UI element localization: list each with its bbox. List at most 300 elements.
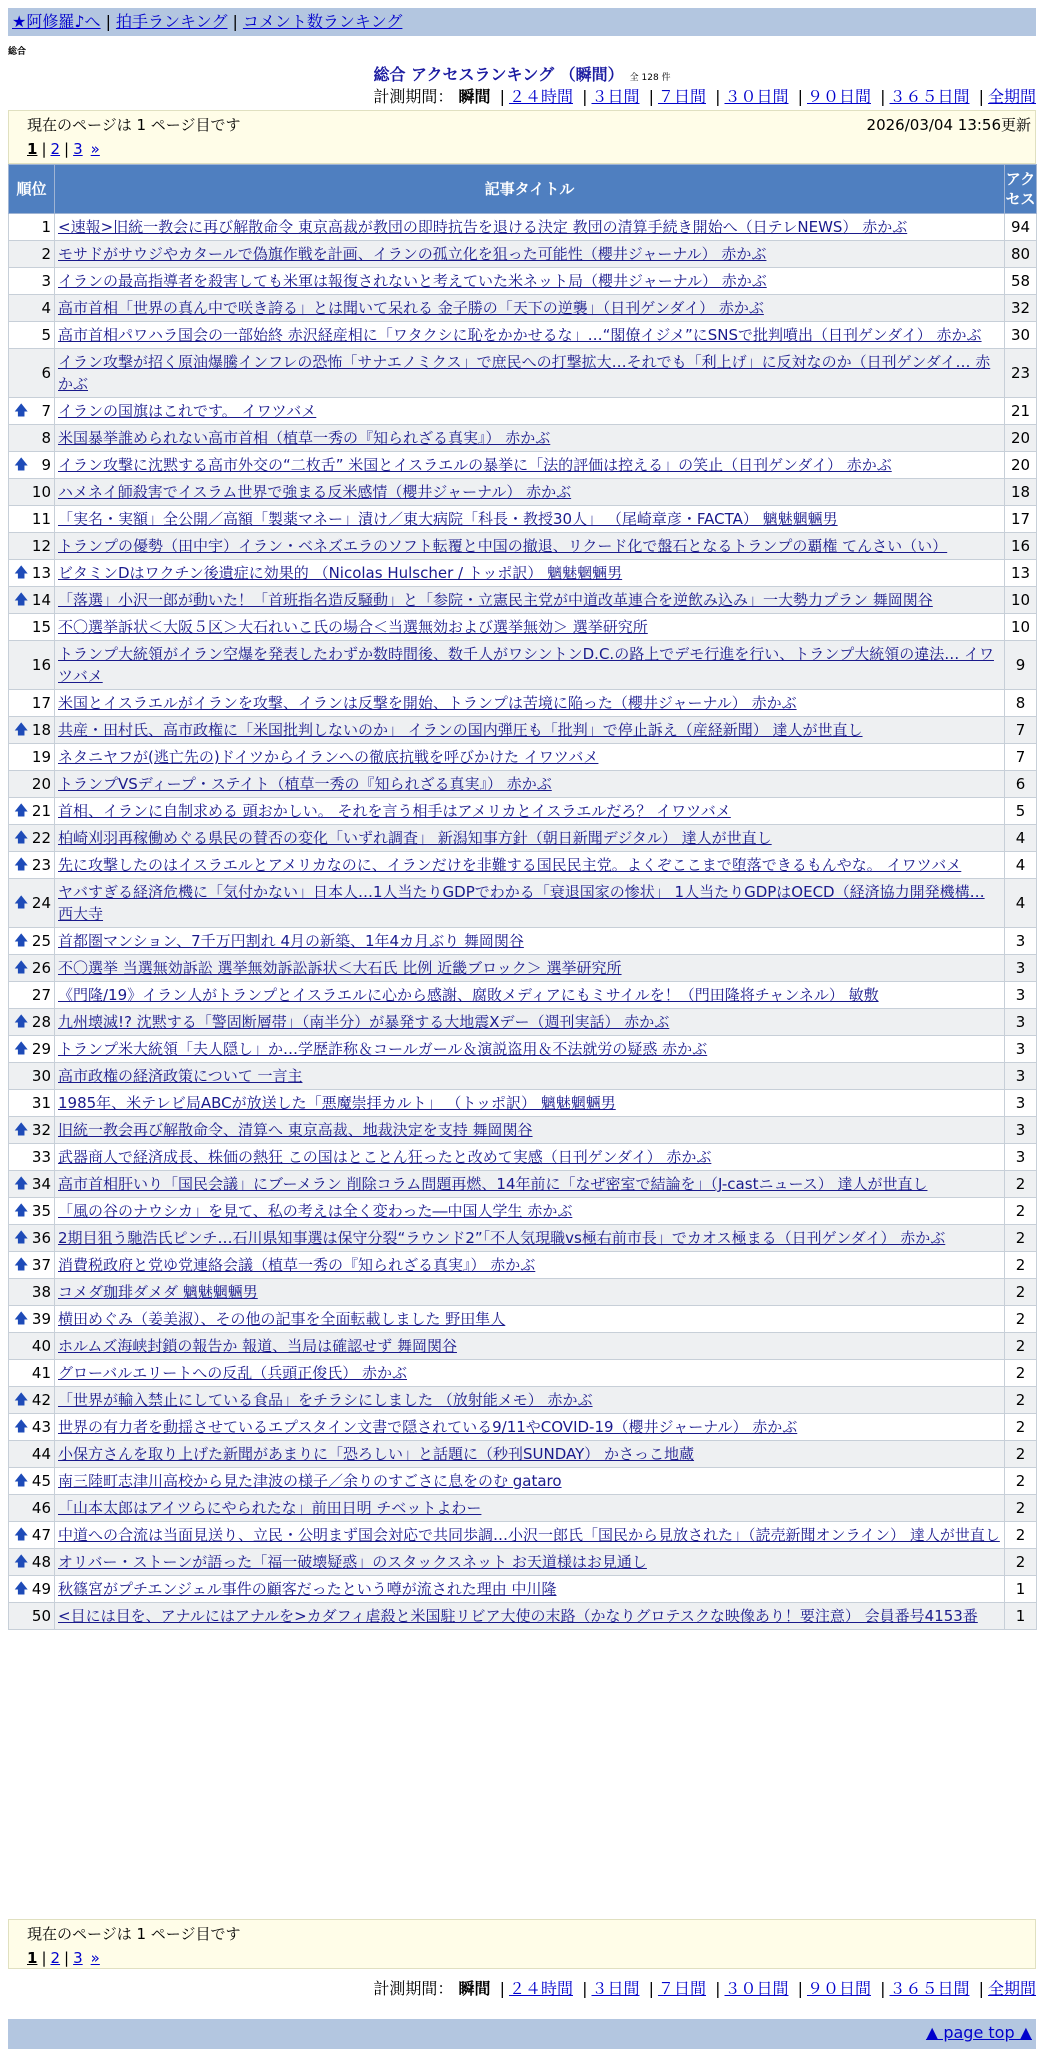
title-cell <box>55 1333 1005 1360</box>
table-row <box>9 322 1037 349</box>
access-count: 3 <box>1005 955 1037 982</box>
article-link[interactable]: オリバー・ストーンが語った「福一破壊疑惑」のスタックスネット お天道様はお見通し <box>58 1553 647 1571</box>
page-title-text: 総合 アクセスランキング （瞬間） <box>373 65 624 84</box>
title-cell <box>55 506 1005 533</box>
article-link[interactable]: 世界の有力者を動揺させているエプスタイン文書で隠されている9/11やCOVID-19（櫻井ジャーナル） 赤かぶ <box>58 1418 798 1436</box>
rank-cell <box>9 587 55 614</box>
rank-cell <box>9 398 55 425</box>
article-link[interactable]: 秋篠宮がプチエンジェル事件の顧客だったという噂が流された理由 中川隆 <box>58 1580 557 1598</box>
access-count: 1 <box>1005 1603 1037 1630</box>
footer-bar <box>8 2019 1036 2049</box>
up-arrow-icon: 🡅 <box>14 1581 29 1597</box>
title-cell <box>55 1414 1005 1441</box>
rank-cell <box>9 852 55 879</box>
pagination-top <box>8 110 1036 164</box>
access-count: 2 <box>1005 1279 1037 1306</box>
article-link[interactable]: グローバルエリートへの反乱（兵頭正俊氏） 赤かぶ <box>58 1364 408 1382</box>
rank-number: 45 <box>31 1472 51 1490</box>
table-row <box>9 560 1037 587</box>
updated-timestamp: 2026/03/04 13:56更新 <box>866 116 1031 134</box>
title-cell <box>55 295 1005 322</box>
rank-cell <box>9 1225 55 1252</box>
title-cell <box>55 641 1005 690</box>
title-cell <box>55 479 1005 506</box>
rank-cell <box>9 452 55 479</box>
page-links-bottom: 1 | 2 | 3 » <box>27 1949 100 1967</box>
title-cell <box>55 1360 1005 1387</box>
title-cell <box>55 1036 1005 1063</box>
article-link[interactable]: 米国とイスラエルがイランを攻撃、イランは反撃を開始、トランプは苦境に陥った（櫻井ジャーナル） 赤かぶ <box>58 694 797 712</box>
rank-number: 41 <box>31 1364 51 1382</box>
rank-cell <box>9 1306 55 1333</box>
table-row <box>9 1603 1037 1630</box>
total-count: 全 128 件 <box>629 73 671 83</box>
table-row <box>9 955 1037 982</box>
rank-number: 31 <box>31 1094 51 1112</box>
article-link[interactable]: 九州壊滅!? 沈黙する「警固断層帯」（南半分）が暴発する大地震Xデー（週刊実話） 赤かぶ <box>58 1013 670 1031</box>
access-count: 17 <box>1005 506 1037 533</box>
article-link[interactable]: トランプ米大統領「夫人隠し」か…学歴詐称＆コールガール＆演説盗用＆不法就労の疑惑 赤かぶ <box>58 1040 708 1058</box>
period-link-30d[interactable]: ３０日間 <box>724 87 789 106</box>
access-count: 9 <box>1005 641 1037 690</box>
page-link-2-bottom[interactable]: 2 <box>50 1949 61 1967</box>
article-link[interactable]: 「世界が輸入禁止にしている食品」をチラシにしました （放射能メモ） 赤かぶ <box>58 1391 593 1409</box>
access-count: 32 <box>1005 295 1037 322</box>
article-link[interactable]: 高市首相「世界の真ん中で咲き誇る」とは聞いて呆れる 金子勝の「天下の逆襲」（日刊ゲンダイ） 赤かぶ <box>58 299 764 317</box>
period-link-7d-bottom[interactable]: ７日間 <box>657 1979 706 1998</box>
title-cell <box>55 1603 1005 1630</box>
article-link[interactable]: トランプの優勢（田中宇）イラン・ベネズエラのソフト転覆と中国の撤退、リクード化で盤石となるトランプの覇権 てんさい（い） <box>58 537 948 555</box>
access-count: 1 <box>1005 1576 1037 1603</box>
access-count: 7 <box>1005 717 1037 744</box>
rank-cell <box>9 1495 55 1522</box>
rank-number: 50 <box>31 1607 51 1625</box>
table-row <box>9 1576 1037 1603</box>
rank-number: 20 <box>31 775 51 793</box>
article-link[interactable]: 不〇選挙 当選無効訴訟 選挙無効訴訟訴状＜大石氏 比例 近畿ブロック＞ 選挙研究所 <box>58 959 622 977</box>
article-link[interactable]: 共産・田村氏、高市政権に「米国批判しないのか」 イランの国内弾圧も「批判」で停止訴え（産経新聞） 達人が世直し <box>58 721 863 739</box>
rank-number: 30 <box>31 1067 51 1085</box>
table-row <box>9 717 1037 744</box>
top-navigation <box>8 8 1036 36</box>
title-cell <box>55 879 1005 928</box>
access-count: 4 <box>1005 879 1037 928</box>
title-cell <box>55 1441 1005 1468</box>
table-row <box>9 268 1037 295</box>
rank-number: 5 <box>41 326 51 344</box>
table-row <box>9 771 1037 798</box>
access-count: 6 <box>1005 771 1037 798</box>
table-row <box>9 425 1037 452</box>
title-cell <box>55 955 1005 982</box>
title-cell <box>55 322 1005 349</box>
rank-number: 48 <box>31 1553 51 1571</box>
access-count: 4 <box>1005 852 1037 879</box>
access-count: 3 <box>1005 1144 1037 1171</box>
period-link-90d-bottom[interactable]: ９０日間 <box>806 1979 871 1998</box>
article-link[interactable]: 小保方さんを取り上げた新聞があまりに「恐ろしい」と話題に（秒刊SUNDAY） かさっこ地蔵 <box>58 1445 695 1463</box>
rank-cell <box>9 928 55 955</box>
genre-label: 総合 <box>8 47 27 57</box>
current-page: 1 <box>27 140 38 158</box>
article-link[interactable]: 高市政権の経済政策について 一言主 <box>58 1067 303 1085</box>
table-row <box>9 852 1037 879</box>
article-link[interactable]: トランプ大統領がイラン空爆を発表したわずか数時間後、数千人がワシントンD.C.の路上でデモ行進を行い、トランプ大統領の違法… イワツバメ <box>58 645 994 685</box>
title-cell <box>55 614 1005 641</box>
title-cell <box>55 825 1005 852</box>
article-link[interactable]: 先に攻撃したのはイスラエルとアメリカなのに、イランだけを非難する国民民主党。よくぞここまで堕落できるもんやな。 イワツバメ <box>58 856 962 874</box>
access-count: 3 <box>1005 982 1037 1009</box>
title-cell <box>55 1252 1005 1279</box>
table-row <box>9 614 1037 641</box>
article-link[interactable]: 高市首相パワハラ国会の一部始終 赤沢経産相に「ワタクシに恥をかかせるな」…“閣僚イジメ”にSNSで批判噴出（日刊ゲンダイ） 赤かぶ <box>58 326 982 344</box>
rank-number: 8 <box>41 429 51 447</box>
rank-number: 29 <box>31 1040 51 1058</box>
article-link[interactable]: 「落選」小沢一郎が動いた！「首班指名造反騒動」と「参院・立憲民主党が中道改革連合を逆飲み込み」一大勢力プラン 舞岡関谷 <box>58 591 933 609</box>
article-link[interactable]: ネタニヤフが(逃亡先の)ドイツからイランへの徹底抗戦を呼びかけた イワツバメ <box>58 748 599 766</box>
article-link[interactable]: ホルムズ海峡封鎖の報告か 報道、当局は確認せず 舞岡関谷 <box>58 1337 457 1355</box>
comment-ranking-link[interactable]: コメント数ランキング <box>242 12 403 31</box>
rank-cell <box>9 1009 55 1036</box>
article-link[interactable]: 高市首相肝いり「国民会議」にブーメラン 削除コラム問題再燃、14年前に「なぜ密室で結論を」（J-castニュース） 達人が世直し <box>58 1175 928 1193</box>
title-cell <box>55 268 1005 295</box>
period-link-7d[interactable]: ７日間 <box>657 87 706 106</box>
rank-number: 16 <box>31 656 51 674</box>
page-link-3[interactable]: 3 <box>73 140 83 158</box>
article-link[interactable]: <目には目を、アナルにはアナルを>カダフィ虐殺と米国駐リビア大使の末路（かなりグロテスクな映像あり！要注意） 会員番号4153番 <box>58 1607 978 1625</box>
table-row <box>9 241 1037 268</box>
access-count: 10 <box>1005 614 1037 641</box>
rank-number: 39 <box>31 1310 51 1328</box>
rank-number: 4 <box>41 299 51 317</box>
article-link[interactable]: 首都圏マンション、7千万円割れ 4月の新築、1年4カ月ぶり 舞岡関谷 <box>58 932 524 950</box>
period-link-90d[interactable]: ９０日間 <box>806 87 871 106</box>
up-arrow-icon: 🡅 <box>14 1014 29 1030</box>
access-count: 13 <box>1005 560 1037 587</box>
period-link-24h[interactable]: ２４時間 <box>508 87 573 106</box>
title-cell <box>55 1009 1005 1036</box>
period-link-30d-bottom[interactable]: ３０日間 <box>724 1979 789 1998</box>
article-link[interactable]: トランプVSディープ・ステイト（植草一秀の『知られざる真実』） 赤かぶ <box>58 775 552 793</box>
table-row <box>9 349 1037 398</box>
access-count: 2 <box>1005 1360 1037 1387</box>
rank-cell <box>9 425 55 452</box>
up-arrow-icon: 🡅 <box>14 1392 29 1408</box>
article-link[interactable]: 旧統一教会再び解散命令、清算へ 東京高裁、地裁決定を支持 舞岡関谷 <box>58 1121 533 1139</box>
rank-cell <box>9 1441 55 1468</box>
table-row <box>9 928 1037 955</box>
period-selector-bottom: 計測期間： 瞬間 | ２４時間 | ３日間 | ７日間 | ３０日間 | ９０日間 | ３６５日間 | 全期間 <box>373 1979 1036 1998</box>
rank-cell <box>9 1117 55 1144</box>
title-cell <box>55 982 1005 1009</box>
up-arrow-icon: 🡅 <box>14 933 29 949</box>
up-arrow-icon: 🡅 <box>14 1203 29 1219</box>
up-arrow-icon: 🡅 <box>14 895 29 911</box>
access-count: 2 <box>1005 1495 1037 1522</box>
rank-number: 37 <box>31 1256 51 1274</box>
table-row <box>9 1279 1037 1306</box>
title-cell <box>55 1279 1005 1306</box>
title-cell <box>55 1306 1005 1333</box>
access-count: 8 <box>1005 690 1037 717</box>
table-row <box>9 587 1037 614</box>
page-title <box>0 62 1044 85</box>
article-link[interactable]: モサドがサウジやカタールで偽旗作戦を計画、イランの孤立化を狙った可能性（櫻井ジャーナル） 赤かぶ <box>58 245 767 263</box>
period-current: 瞬間 <box>458 87 491 106</box>
next-page-link-bottom[interactable]: » <box>90 1949 100 1967</box>
table-row <box>9 641 1037 690</box>
access-count: 2 <box>1005 1414 1037 1441</box>
rank-cell <box>9 955 55 982</box>
period-link-3d-bottom[interactable]: ３日間 <box>591 1979 640 1998</box>
table-row <box>9 1171 1037 1198</box>
access-count: 3 <box>1005 928 1037 955</box>
table-row <box>9 1333 1037 1360</box>
access-count: 30 <box>1005 322 1037 349</box>
title-cell <box>55 1117 1005 1144</box>
access-count: 94 <box>1005 214 1037 241</box>
table-row <box>9 798 1037 825</box>
rank-cell <box>9 1387 55 1414</box>
rank-number: 34 <box>31 1175 51 1193</box>
rank-number: 13 <box>31 564 51 582</box>
article-link[interactable]: イランの最高指導者を殺害しても米軍は報復されないと考えていた米ネット局（櫻井ジャーナル） 赤かぶ <box>58 272 767 290</box>
table-row <box>9 744 1037 771</box>
up-arrow-icon: 🡅 <box>14 830 29 846</box>
access-count: 10 <box>1005 587 1037 614</box>
up-arrow-icon: 🡅 <box>14 1311 29 1327</box>
article-link[interactable]: 首相、イランに自制求める 頭おかしい。 それを言う相手はアメリカとイスラエルだろ？ イワツバメ <box>58 802 731 820</box>
header-rank: 順位 <box>9 165 55 214</box>
access-count: 2 <box>1005 1387 1037 1414</box>
table-row <box>9 879 1037 928</box>
home-link[interactable]: ★阿修羅♪へ <box>12 12 101 31</box>
title-cell <box>55 349 1005 398</box>
rank-number: 49 <box>31 1580 51 1598</box>
up-arrow-icon: 🡅 <box>14 565 29 581</box>
access-count: 2 <box>1005 1306 1037 1333</box>
up-arrow-icon: 🡅 <box>14 1176 29 1192</box>
period-link-all[interactable]: 全期間 <box>987 87 1036 106</box>
table-row <box>9 1063 1037 1090</box>
table-row <box>9 1306 1037 1333</box>
title-cell <box>55 717 1005 744</box>
rank-number: 27 <box>31 986 51 1004</box>
table-row <box>9 452 1037 479</box>
title-cell <box>55 1387 1005 1414</box>
rank-cell <box>9 1252 55 1279</box>
article-link[interactable]: イランの国旗はこれです。 イワツバメ <box>58 402 317 420</box>
article-link[interactable]: 1985年、米テレビ局ABCが放送した「悪魔崇拝カルト」 （トッポ訳） 魑魅魍魎男 <box>58 1094 616 1112</box>
rank-cell <box>9 322 55 349</box>
table-row <box>9 1009 1037 1036</box>
rank-cell <box>9 1549 55 1576</box>
title-cell <box>55 425 1005 452</box>
rank-cell <box>9 506 55 533</box>
title-cell <box>55 852 1005 879</box>
rank-number: 33 <box>31 1148 51 1166</box>
title-cell <box>55 771 1005 798</box>
access-count: 2 <box>1005 1225 1037 1252</box>
rank-number: 12 <box>31 537 51 555</box>
article-link[interactable]: イラン攻撃に沈黙する高市外交の“二枚舌” 米国とイスラエルの暴挙に「法的評価は控える」の笑止（日刊ゲンダイ） 赤かぶ <box>58 456 892 474</box>
rank-cell <box>9 349 55 398</box>
table-row <box>9 982 1037 1009</box>
rank-number: 11 <box>31 510 51 528</box>
ranking-body <box>9 214 1037 1630</box>
article-link[interactable]: 横田めぐみ（姜美淑）、その他の記事を全面転載しました 野田隼人 <box>58 1310 506 1328</box>
period-link-24h-bottom[interactable]: ２４時間 <box>508 1979 573 1998</box>
article-link[interactable]: 柏崎刈羽再稼働めぐる県民の賛否の変化「いずれ調査」 新潟知事方針（朝日新聞デジタル） 達人が世直し <box>58 829 772 847</box>
table-row <box>9 479 1037 506</box>
rank-cell <box>9 1576 55 1603</box>
article-link[interactable]: 《門隆/19》イラン人がトランプとイスラエルに心から感謝、腐敗メディアにもミサイルを！（門田隆将チャンネル） 敏敷 <box>58 986 879 1004</box>
rank-cell <box>9 1360 55 1387</box>
rank-cell <box>9 879 55 928</box>
rank-number: 43 <box>31 1418 51 1436</box>
up-arrow-icon: 🡅 <box>14 592 29 608</box>
up-arrow-icon: 🡅 <box>14 1473 29 1489</box>
up-arrow-icon: 🡅 <box>14 1257 29 1273</box>
rank-cell <box>9 641 55 690</box>
page-link-2[interactable]: 2 <box>50 140 61 158</box>
article-link[interactable]: ビタミンDはワクチン後遺症に効果的 （Nicolas Hulscher / トッポ訳） 魑魅魍魎男 <box>58 564 623 582</box>
title-cell <box>55 798 1005 825</box>
access-count: 2 <box>1005 1441 1037 1468</box>
access-count: 3 <box>1005 1063 1037 1090</box>
rank-number: 32 <box>31 1121 51 1139</box>
article-link[interactable]: イラン攻撃が招く原油爆騰インフレの恐怖「サナエノミクス」で庶民への打撃拡大…それでも「利上げ」に反対なのか（日刊ゲンダイ… 赤かぶ <box>58 353 991 393</box>
rank-cell <box>9 533 55 560</box>
rank-cell <box>9 1036 55 1063</box>
rank-number: 26 <box>31 959 51 977</box>
rank-cell <box>9 1468 55 1495</box>
period-current-bottom: 瞬間 <box>458 1979 491 1998</box>
table-row <box>9 1495 1037 1522</box>
table-row <box>9 398 1037 425</box>
article-link[interactable]: 武器商人で経済成長、株価の熱狂 この国はとことん狂ったと改めて実感（日刊ゲンダイ） 赤かぶ <box>58 1148 712 1166</box>
page-link-3-bottom[interactable]: 3 <box>73 1949 83 1967</box>
article-link[interactable]: コメダ珈琲ダメダ 魑魅魍魎男 <box>58 1283 258 1301</box>
access-count: 2 <box>1005 1549 1037 1576</box>
article-link[interactable]: ヤバすぎる経済危機に「気付かない」日本人…1人当たりGDPでわかる「衰退国家の惨状」 1人当たりGDPはOECD（経済協力開発機構… 西大寺 <box>58 883 985 923</box>
period-link-365d-bottom[interactable]: ３６５日間 <box>889 1979 970 1998</box>
table-row <box>9 1522 1037 1549</box>
table-row <box>9 1414 1037 1441</box>
title-cell <box>55 928 1005 955</box>
rank-cell <box>9 771 55 798</box>
rank-cell <box>9 1414 55 1441</box>
period-link-all-bottom[interactable]: 全期間 <box>987 1979 1036 1998</box>
access-count: 2 <box>1005 1522 1037 1549</box>
page-top-link[interactable]: ▲ page top ▲ <box>925 2023 1032 2042</box>
article-link[interactable]: ハメネイ師殺害でイスラム世界で強まる反米感情（櫻井ジャーナル） 赤かぶ <box>58 483 572 501</box>
title-cell <box>55 398 1005 425</box>
article-link[interactable]: 「山本太郎はアイツらにやられたな」前田日明 チベットよわー <box>58 1499 482 1517</box>
rank-cell <box>9 690 55 717</box>
rank-cell <box>9 798 55 825</box>
table-row <box>9 1252 1037 1279</box>
rank-number: 7 <box>41 402 51 420</box>
access-count: 80 <box>1005 241 1037 268</box>
article-link[interactable]: 「実名・実額」全公開／高額「製薬マネー」漬け／東大病院「科長・教授30人」 （尾崎章彦・FACTA） 魑魅魍魎男 <box>58 510 838 528</box>
period-label: 計測期間： <box>373 87 454 106</box>
article-link[interactable]: <速報>旧統一教会に再び解散命令 東京高裁が教団の即時抗告を退ける決定 教団の清算手続き開始へ（日テレNEWS） 赤かぶ <box>58 218 908 236</box>
article-link[interactable]: 南三陸町志津川高校から見た津波の様子／余りのすごさに息をのむ gataro <box>58 1472 562 1490</box>
rank-number: 3 <box>41 272 51 290</box>
table-row <box>9 1441 1037 1468</box>
rank-number: 15 <box>31 618 51 636</box>
up-arrow-icon: 🡅 <box>14 457 29 473</box>
table-row <box>9 533 1037 560</box>
rank-cell <box>9 241 55 268</box>
access-count: 5 <box>1005 798 1037 825</box>
up-arrow-icon: 🡅 <box>14 1122 29 1138</box>
title-cell <box>55 452 1005 479</box>
access-count: 21 <box>1005 398 1037 425</box>
access-count: 3 <box>1005 1090 1037 1117</box>
rank-number: 23 <box>31 856 51 874</box>
article-link[interactable]: 不〇選挙訴状＜大阪５区＞大石れいこ氏の場合＜当選無効および選挙無効＞ 選挙研究所 <box>58 618 648 636</box>
table-row <box>9 690 1037 717</box>
rank-number: 10 <box>31 483 51 501</box>
title-cell <box>55 241 1005 268</box>
rank-cell <box>9 825 55 852</box>
rank-cell <box>9 479 55 506</box>
rank-number: 14 <box>31 591 51 609</box>
page-info-text: 現在のページは 1 ページ目です <box>27 116 241 134</box>
table-row <box>9 506 1037 533</box>
title-cell <box>55 1522 1005 1549</box>
next-page-link[interactable]: » <box>90 140 100 158</box>
article-link[interactable]: 「風の谷のナウシカ」を見て、私の考えは全く変わった―中国人学生 赤かぶ <box>58 1202 573 1220</box>
table-row <box>9 1036 1037 1063</box>
period-link-3d[interactable]: ３日間 <box>591 87 640 106</box>
rank-number: 44 <box>31 1445 51 1463</box>
table-row <box>9 1090 1037 1117</box>
rank-number: 24 <box>31 894 51 912</box>
applause-ranking-link[interactable]: 拍手ランキング <box>115 12 228 31</box>
title-cell <box>55 587 1005 614</box>
rank-number: 42 <box>31 1391 51 1409</box>
rank-cell <box>9 560 55 587</box>
title-cell <box>55 1468 1005 1495</box>
up-arrow-icon: 🡅 <box>14 960 29 976</box>
article-link[interactable]: 2期目狙う馳浩氏ピンチ…石川県知事選は保守分裂“ラウンド2”「不人気現職vs極右前市長」でカオス極まる（日刊ゲンダイ） 赤かぶ <box>58 1229 946 1247</box>
title-cell <box>55 560 1005 587</box>
rank-cell <box>9 1603 55 1630</box>
article-link[interactable]: 米国暴挙誰められない高市首相（植草一秀の『知られざる真実』） 赤かぶ <box>58 429 551 447</box>
title-cell <box>55 1090 1005 1117</box>
rank-number: 9 <box>41 456 51 474</box>
table-row <box>9 825 1037 852</box>
access-count: 16 <box>1005 533 1037 560</box>
title-cell <box>55 690 1005 717</box>
title-cell <box>55 1576 1005 1603</box>
table-row <box>9 1225 1037 1252</box>
access-count: 3 <box>1005 1117 1037 1144</box>
title-cell <box>55 533 1005 560</box>
rank-number: 28 <box>31 1013 51 1031</box>
access-count: 3 <box>1005 1036 1037 1063</box>
title-cell <box>55 1225 1005 1252</box>
current-page-bottom: 1 <box>27 1949 38 1967</box>
access-count: 2 <box>1005 1252 1037 1279</box>
rank-cell <box>9 214 55 241</box>
article-link[interactable]: 消費税政府と党ゆ党連絡会議（植草一秀の『知られざる真実』） 赤かぶ <box>58 1256 536 1274</box>
period-link-365d[interactable]: ３６５日間 <box>889 87 970 106</box>
article-link[interactable]: 中道への合流は当面見送り、立民・公明まず国会対応で共同歩調…小沢一郎氏「国民から見放された」（読売新聞オンライン） 達人が世直し <box>58 1526 1000 1544</box>
